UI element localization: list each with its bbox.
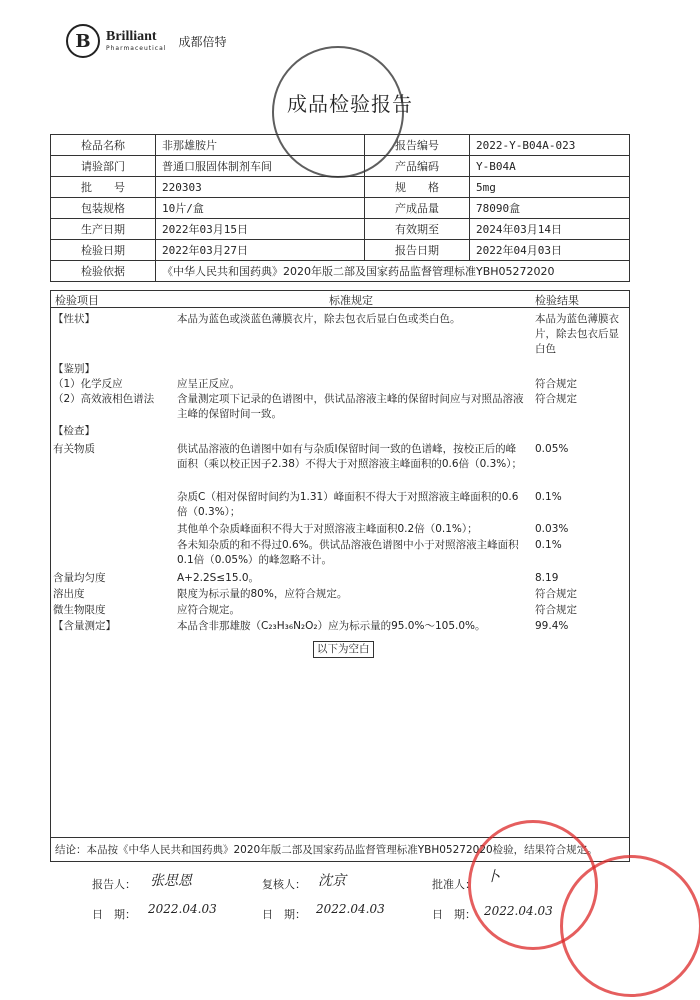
result-value: 符合规定 bbox=[535, 393, 577, 405]
result-item: 有关物质 bbox=[53, 443, 95, 455]
result-standard: 本品为蓝色或淡蓝色薄膜衣片，除去包衣后显白色或类白色。 bbox=[177, 313, 461, 325]
info-label: 产品编码 bbox=[365, 156, 470, 177]
report-date: 2022.04.03 bbox=[148, 902, 217, 916]
brand-en: Brilliant bbox=[106, 29, 157, 44]
report-title: 成品检验报告 bbox=[287, 92, 413, 116]
info-value: Y-B04A bbox=[470, 156, 630, 177]
header-result: 检验结果 bbox=[535, 294, 579, 307]
logo-mark: B bbox=[66, 24, 100, 58]
info-label: 检验日期 bbox=[51, 240, 156, 261]
result-item: 微生物限度 bbox=[53, 604, 106, 616]
reviewer-label: 复核人： bbox=[262, 878, 306, 891]
info-label: 批 号 bbox=[51, 177, 156, 198]
date-label: 日 期： bbox=[262, 908, 306, 921]
info-value: 2022-Y-B04A-023 bbox=[470, 135, 630, 156]
result-value: 符合规定 bbox=[535, 604, 577, 616]
info-label: 有效期至 bbox=[365, 219, 470, 240]
result-value: 0.05% bbox=[535, 443, 569, 455]
date-label: 日 期： bbox=[92, 908, 136, 921]
date-label: 日 期： bbox=[432, 908, 476, 921]
info-value: 2022年03月27日 bbox=[156, 240, 365, 261]
result-value: 8.19 bbox=[535, 572, 559, 584]
result-item: 溶出度 bbox=[53, 588, 85, 600]
info-value: 普通口服固体制剂车间 bbox=[156, 156, 365, 177]
result-standard: 应符合规定。 bbox=[177, 604, 240, 616]
basis-value: 《中华人民共和国药典》2020年版二部及国家药品监督管理标准YBH05272020 bbox=[156, 261, 630, 282]
info-value: 220303 bbox=[156, 177, 365, 198]
info-row bbox=[51, 135, 630, 156]
info-row bbox=[51, 240, 630, 261]
result-standard: 杂质C（相对保留时间约为1.31）峰面积不得大于对照溶液主峰面积的0.6倍（0.3%）； bbox=[177, 491, 519, 518]
result-standard: 供试品溶液的色谱图中如有与杂质I保留时间一致的色谱峰，按校正后的峰面积（乘以校正因子2.38）不得大于对照溶液主峰面积的0.6倍（0.3%）； bbox=[177, 443, 523, 470]
result-item: （1）化学反应 bbox=[53, 378, 123, 390]
result-standard: 含量测定项下记录的色谱图中，供试品溶液主峰的保留时间应与对照品溶液主峰的保留时间一致。 bbox=[177, 393, 524, 420]
info-label: 包装规格 bbox=[51, 198, 156, 219]
result-value: 99.4% bbox=[535, 620, 569, 632]
result-standard: 应呈正反应。 bbox=[177, 378, 240, 390]
blank-note: 以下为空白 bbox=[313, 641, 374, 658]
header-standard: 标准规定 bbox=[329, 294, 373, 307]
results-header bbox=[51, 291, 629, 308]
info-value: 10片/盒 bbox=[156, 198, 365, 219]
info-row bbox=[51, 198, 630, 219]
info-label: 检品名称 bbox=[51, 135, 156, 156]
info-value: 非那雄胺片 bbox=[156, 135, 365, 156]
info-value: 2024年03月14日 bbox=[470, 219, 630, 240]
company-stamp bbox=[560, 855, 700, 997]
review-date: 2022.04.03 bbox=[316, 902, 385, 916]
reporter-label: 报告人： bbox=[92, 878, 136, 891]
reviewer-signature: 沈京 bbox=[318, 873, 346, 889]
info-row bbox=[51, 219, 630, 240]
result-value: 0.03% bbox=[535, 523, 569, 535]
info-table bbox=[50, 134, 630, 282]
result-value: 0.1% bbox=[535, 539, 562, 551]
info-label: 产成品量 bbox=[365, 198, 470, 219]
result-standard: 限度为标示量的80%，应符合规定。 bbox=[177, 588, 348, 600]
result-value: 符合规定 bbox=[535, 378, 577, 390]
info-label: 规 格 bbox=[365, 177, 470, 198]
info-label: 生产日期 bbox=[51, 219, 156, 240]
result-item: 【含量测定】 bbox=[53, 620, 116, 632]
brand-sub: Pharmaceutical bbox=[106, 45, 167, 52]
result-item: 【检查】 bbox=[53, 425, 95, 437]
reporter-signature: 张思恩 bbox=[150, 873, 192, 889]
results-section bbox=[50, 290, 630, 862]
header-item: 检验项目 bbox=[55, 294, 99, 307]
result-standard: 本品含非那雄胺（C₂₃H₃₆N₂O₂）应为标示量的95.0%～105.0%。 bbox=[177, 620, 486, 632]
info-value: 78090盒 bbox=[470, 198, 630, 219]
result-standard: A+2.2S≤15.0。 bbox=[177, 572, 260, 584]
result-value: 符合规定 bbox=[535, 588, 577, 600]
result-item: 【鉴别】 bbox=[53, 363, 95, 375]
info-row bbox=[51, 156, 630, 177]
basis-label: 检验依据 bbox=[51, 261, 156, 282]
info-value: 2022年03月15日 bbox=[156, 219, 365, 240]
result-item: （2）高效液相色谱法 bbox=[53, 393, 155, 405]
company-logo bbox=[66, 24, 226, 58]
result-item: 【性状】 bbox=[53, 313, 95, 325]
result-value: 0.1% bbox=[535, 491, 562, 503]
info-label: 报告编号 bbox=[365, 135, 470, 156]
result-standard: 其他单个杂质峰面积不得大于对照溶液主峰面积0.2倍（0.1%）； bbox=[177, 523, 478, 535]
result-item: 含量均匀度 bbox=[53, 572, 106, 584]
result-value: 本品为蓝色薄膜衣片，除去包衣后显白色 bbox=[535, 313, 619, 355]
info-row bbox=[51, 177, 630, 198]
result-standard: 各未知杂质的和不得过0.6%。供试品溶液色谱图中小于对照溶液主峰面积0.1倍（0.05%）的峰忽略不计。 bbox=[177, 539, 519, 566]
approver-signature: 卜 bbox=[486, 869, 500, 885]
approver-label: 批准人： bbox=[432, 878, 476, 891]
info-label: 报告日期 bbox=[365, 240, 470, 261]
approve-date: 2022.04.03 bbox=[484, 904, 553, 918]
info-value: 2022年04月03日 bbox=[470, 240, 630, 261]
conclusion: 结论：本品按《中华人民共和国药典》2020年版二部及国家药品监督管理标准YBH05272020检验，结果符合规定。 bbox=[51, 837, 629, 862]
info-value: 5mg bbox=[470, 177, 630, 198]
brand-cn: 成都倍特 bbox=[178, 34, 227, 49]
info-label: 请验部门 bbox=[51, 156, 156, 177]
